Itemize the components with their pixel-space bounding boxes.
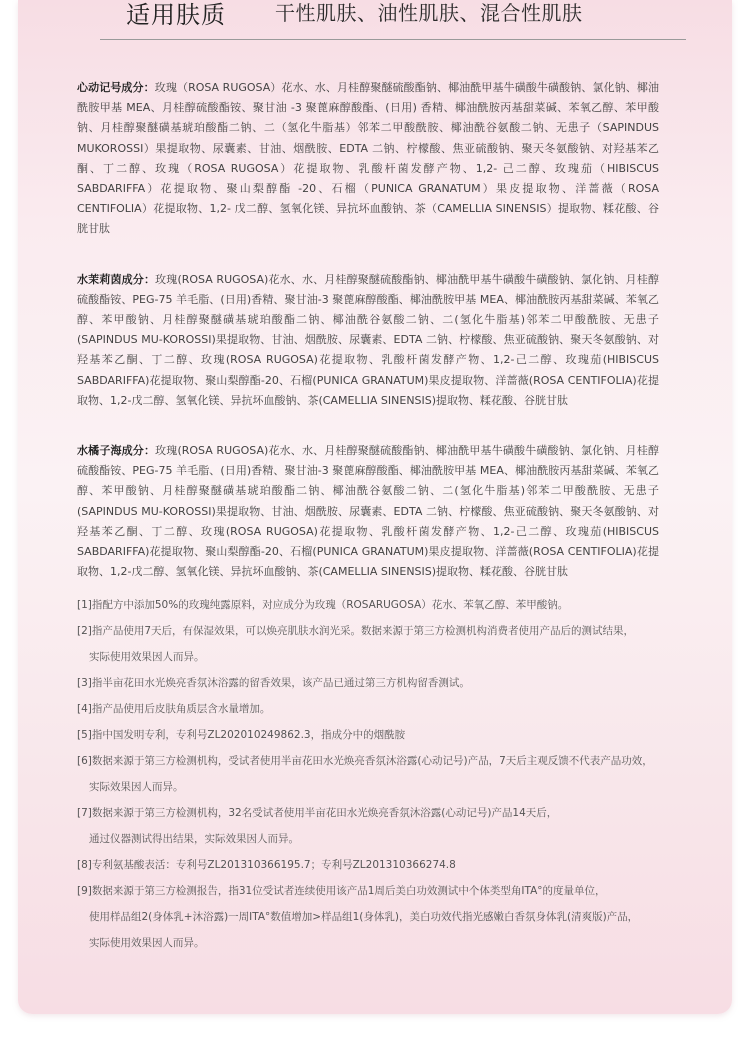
ingredient-list: 玫瑰(ROSA RUGOSA)花水、水、月桂醇聚醚硫酸酯钠、椰油酰甲基牛磺酸牛磺酸钠、氯化钠、月桂醇硫酸酯铵、PEG-75 羊毛脂、(日用)香精、聚甘油-3 聚蓖麻醇酸酯、椰油酰胺甲基 MEA、椰油酰胺丙基甜菜碱、苯氧乙醇、苯甲酸钠、月桂醇聚醚磺基琥珀酸酯二钠、椰油酰谷氨酸二钠、二(氢化牛脂基)邻苯二甲酸酰胺、无患子(SAPINDUS MU-KOROSSI)果提取物、甘油、烟酰胺、尿囊素、EDTA 二钠、柠檬酸、焦亚硫酸钠、聚天冬氨酸钠、对羟基苯乙酮、丁二醇、玫瑰(ROSA RUGOSA)花提取物、乳酸杆菌发酵产物、1,2-己二醇、玫瑰茄(HIBISCUS SABDARIFFA)花提取物、聚山梨醇酯-20、石榴(PUNICA GRANATUM)果皮提取物、洋蔷薇(ROSA CENTIFOLIA)花提取物、1,2-戊二醇、氢氧化镁、异抗坏血酸钠、茶(CAMELLIA SINENSIS)提取物、糅花酸、谷胱甘肽 <box>77 444 659 579</box>
footnote-line: [2]指产品使用7天后，有保湿效果，可以焕亮肌肤水润光采。数据来源于第三方检测机构消费者使用产品后的测试结果， <box>77 625 635 637</box>
footnote <box>77 592 677 618</box>
footnote-line: 使用样品组2(身体乳+沐浴露)一周ITA°数值增加>样品组1(身体乳)，美白功效代指光感嫩白香氛身体乳(清爽版)产品， <box>89 911 639 923</box>
footnote-line: [1]指配方中添加50%的玫瑰纯露原料，对应成分为玫瑰（ROSARUGOSA）花水、苯氧乙醇、苯甲酸钠。 <box>77 599 569 611</box>
ingredient-list: 玫瑰（ROSA RUGOSA）花水、水、月桂醇聚醚硫酸酯钠、椰油酰甲基牛磺酸牛磺酸钠、氯化钠、椰油酰胺甲基 MEA、月桂醇硫酸酯铵、聚甘油 -3 聚蓖麻醇酸酯、(日用) 香精、椰油酰胺丙基甜菜碱、苯氧乙醇、苯甲酸钠、月桂醇聚醚磺基琥珀酸酯二钠、二（氢化牛脂基）邻苯二甲酸酰胺、椰油酰谷氨酸二钠、无患子（SAPINDUS MUKOROSSI）果提取物、尿囊素、甘油、烟酰胺、EDTA 二钠、柠檬酸、焦亚硫酸钠、聚天冬氨酸钠、对羟基苯乙酮、丁二醇、玫瑰（ROSA RUGOSA）花提取物、乳酸杆菌发酵产物、1,2- 己二醇、玫瑰茄（HIBISCUS SABDARIFFA）花提取物、聚山梨醇酯 -20、石榴（PUNICA GRANATUM）果皮提取物、洋蔷薇（ROSA CENTIFOLIA）花提取物、1,2- 戊二醇、氢氧化镁、异抗坏血酸钠、茶（CAMELLIA SINENSIS）提取物、糅花酸、谷胱甘肽 <box>77 81 659 236</box>
footnote <box>77 670 677 696</box>
footnote-line: 实际使用效果因人而异。 <box>89 937 205 949</box>
ingredient-block <box>77 270 659 411</box>
footnote-line: 通过仪器测试得出结果，实际效果因人而异。 <box>89 833 299 845</box>
ingredient-block <box>77 78 659 240</box>
footnotes <box>77 592 677 956</box>
footnote-line: 实际使用效果因人而异。 <box>89 651 205 663</box>
footnote <box>77 696 677 722</box>
footnote-line: [9]数据来源于第三方检测报告，指31位受试者连续使用该产品1周后美白功效测试中个体类型角ITA°的度量单位， <box>77 885 606 897</box>
divider <box>100 39 686 40</box>
footnote <box>77 852 677 878</box>
footnote-line: [4]指产品使用后皮肤角质层含水量增加。 <box>77 703 271 715</box>
footnote <box>77 748 677 800</box>
skin-type-header <box>18 0 732 32</box>
footnote <box>77 878 677 956</box>
footnote-line: [7]数据来源于第三方检测机构，32名受试者使用半亩花田水光焕亮香氛沐浴露(心动记号)产品14天后， <box>77 807 558 819</box>
skin-type-title: 适用肤质 <box>126 1 226 29</box>
footnote <box>77 618 677 670</box>
ingredient-block <box>77 441 659 582</box>
footnote-line: [3]指半亩花田水光焕亮香氛沐浴露的留香效果，该产品已通过第三方机构留香测试。 <box>77 677 470 689</box>
ingredients-section <box>77 78 659 612</box>
footnote-line: [5]指中国发明专利，专利号ZL202010249862.3，指成分中的烟酰胺 <box>77 729 406 741</box>
footnote-line: [6]数据来源于第三方检测机构，受试者使用半亩花田水光焕亮香氛沐浴露(心动记号)产品，7天后主观反馈不代表产品功效， <box>77 755 653 767</box>
ingredient-variant-name: 心动记号成分： <box>77 81 155 94</box>
footnote <box>77 722 677 748</box>
footnote <box>77 800 677 852</box>
skin-type-list: 干性肌肤、油性肌肤、混合性肌肤 <box>275 1 583 25</box>
footnote-line: [8]专利氨基酸表活：专利号ZL201310366195.7；专利号ZL201310366274.8 <box>77 859 456 871</box>
ingredient-list: 玫瑰(ROSA RUGOSA)花水、水、月桂醇聚醚硫酸酯钠、椰油酰甲基牛磺酸牛磺酸钠、氯化钠、月桂醇硫酸酯铵、PEG-75 羊毛脂、(日用)香精、聚甘油-3 聚蓖麻醇酸酯、椰油酰胺甲基 MEA、椰油酰胺丙基甜菜碱、苯氧乙醇、苯甲酸钠、月桂醇聚醚磺基琥珀酸酯二钠、椰油酰谷氨酸二钠、二(氢化牛脂基)邻苯二甲酸酰胺、无患子(SAPINDUS MU-KOROSSI)果提取物、甘油、烟酰胺、尿囊素、EDTA 二钠、柠檬酸、焦亚硫酸钠、聚天冬氨酸钠、对羟基苯乙酮、丁二醇、玫瑰(ROSA RUGOSA)花提取物、乳酸杆菌发酵产物、1,2-己二醇、玫瑰茄(HIBISCUS SABDARIFFA)花提取物、聚山梨醇酯-20、石榴(PUNICA GRANATUM)果皮提取物、洋蔷薇(ROSA CENTIFOLIA)花提取物、1,2-戊二醇、氢氧化镁、异抗坏血酸钠、茶(CAMELLIA SINENSIS)提取物、糅花酸、谷胱甘肽 <box>77 272 659 407</box>
ingredient-variant-name: 水橘子海成分： <box>77 444 156 458</box>
footnote-line: 实际效果因人而异。 <box>89 781 184 793</box>
ingredient-variant-name: 水茉莉茵成分： <box>77 272 156 286</box>
